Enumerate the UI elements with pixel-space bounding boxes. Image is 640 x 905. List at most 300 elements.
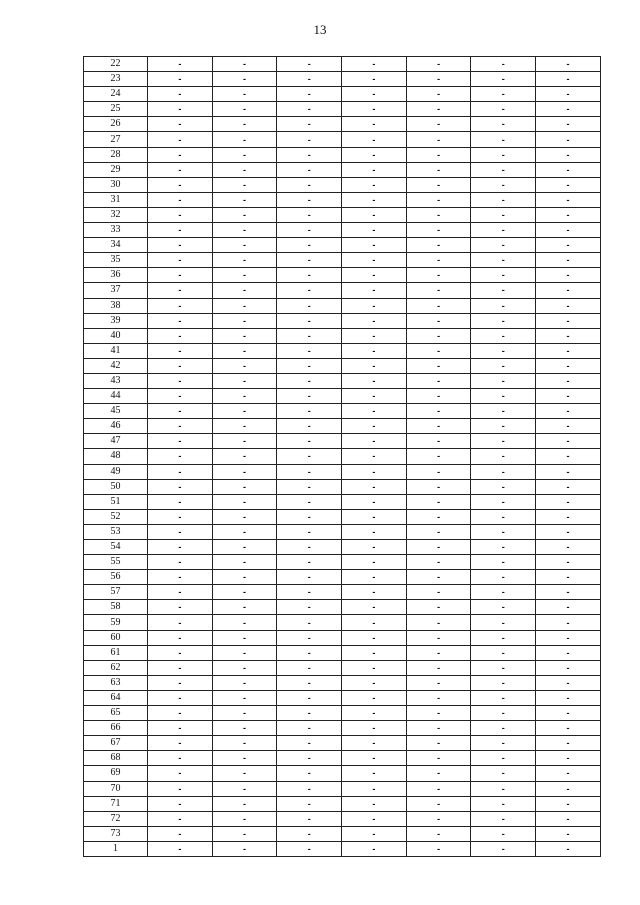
row-number: 65 (84, 706, 148, 721)
table-cell-col-3: - (277, 419, 342, 434)
table-cell-col-5: - (406, 721, 471, 736)
table-cell-col-5: - (406, 313, 471, 328)
table-cell-col-3: - (277, 524, 342, 539)
table-cell-col-3: - (277, 404, 342, 419)
table-cell-col-4: - (342, 781, 407, 796)
table-cell-col-3: - (277, 630, 342, 645)
row-number: 50 (84, 479, 148, 494)
table-cell-col-3: - (277, 268, 342, 283)
table-row (84, 313, 601, 328)
table-cell-col-3: - (277, 766, 342, 781)
table-cell-col-4: - (342, 524, 407, 539)
table-cell-col-2: - (212, 419, 277, 434)
row-number: 56 (84, 570, 148, 585)
table-cell-col-4: - (342, 600, 407, 615)
table-cell-col-1: - (148, 313, 213, 328)
table-cell-col-6: - (471, 826, 536, 841)
table-row (84, 177, 601, 192)
table-cell-col-5: - (406, 343, 471, 358)
table-cell-col-7: - (536, 223, 601, 238)
table-cell-col-6: - (471, 132, 536, 147)
table-cell-col-4: - (342, 706, 407, 721)
table-cell-col-7: - (536, 57, 601, 72)
row-number: 39 (84, 313, 148, 328)
table-cell-col-6: - (471, 540, 536, 555)
table-row (84, 751, 601, 766)
table-row (84, 132, 601, 147)
table-cell-col-4: - (342, 615, 407, 630)
table-row (84, 690, 601, 705)
table-cell-col-7: - (536, 389, 601, 404)
table-cell-col-7: - (536, 298, 601, 313)
results-table (83, 56, 601, 857)
table-cell-col-3: - (277, 434, 342, 449)
table-row (84, 72, 601, 87)
table-cell-col-7: - (536, 524, 601, 539)
row-number: 62 (84, 660, 148, 675)
table-cell-col-3: - (277, 132, 342, 147)
table-cell-col-3: - (277, 298, 342, 313)
table-cell-col-3: - (277, 177, 342, 192)
table-cell-col-2: - (212, 494, 277, 509)
table-cell-col-4: - (342, 147, 407, 162)
table-cell-col-7: - (536, 615, 601, 630)
table-cell-col-4: - (342, 389, 407, 404)
table-cell-col-4: - (342, 434, 407, 449)
table-cell-col-4: - (342, 343, 407, 358)
table-cell-col-6: - (471, 766, 536, 781)
table-cell-col-2: - (212, 207, 277, 222)
table-cell-col-6: - (471, 343, 536, 358)
table-row (84, 630, 601, 645)
table-cell-col-7: - (536, 87, 601, 102)
table-cell-col-1: - (148, 223, 213, 238)
table-cell-col-5: - (406, 434, 471, 449)
table-cell-col-2: - (212, 841, 277, 856)
table-cell-col-2: - (212, 751, 277, 766)
table-cell-col-4: - (342, 268, 407, 283)
table-cell-col-2: - (212, 660, 277, 675)
table-cell-col-4: - (342, 509, 407, 524)
table-cell-col-5: - (406, 102, 471, 117)
table-cell-col-2: - (212, 690, 277, 705)
table-cell-col-6: - (471, 675, 536, 690)
table-cell-col-4: - (342, 766, 407, 781)
table-cell-col-2: - (212, 630, 277, 645)
table-cell-col-1: - (148, 328, 213, 343)
table-cell-col-4: - (342, 721, 407, 736)
table-cell-col-3: - (277, 223, 342, 238)
table-cell-col-2: - (212, 766, 277, 781)
table-cell-col-7: - (536, 404, 601, 419)
table-cell-col-1: - (148, 494, 213, 509)
table-cell-col-6: - (471, 404, 536, 419)
table-cell-col-3: - (277, 585, 342, 600)
table-cell-col-7: - (536, 540, 601, 555)
table-row (84, 328, 601, 343)
table-cell-col-7: - (536, 555, 601, 570)
table-cell-col-5: - (406, 87, 471, 102)
table-cell-col-6: - (471, 600, 536, 615)
row-number: 34 (84, 238, 148, 253)
table-cell-col-3: - (277, 706, 342, 721)
table-cell-col-1: - (148, 87, 213, 102)
table-cell-col-3: - (277, 841, 342, 856)
row-number: 43 (84, 373, 148, 388)
table-cell-col-3: - (277, 675, 342, 690)
page-number: 13 (313, 22, 327, 37)
table-cell-col-3: - (277, 72, 342, 87)
table-cell-col-1: - (148, 72, 213, 87)
row-number: 45 (84, 404, 148, 419)
table-cell-col-1: - (148, 102, 213, 117)
table-row (84, 419, 601, 434)
table-cell-col-6: - (471, 358, 536, 373)
table-row (84, 102, 601, 117)
table-cell-col-6: - (471, 162, 536, 177)
table-cell-col-7: - (536, 117, 601, 132)
table-row (84, 223, 601, 238)
table-cell-col-2: - (212, 87, 277, 102)
table-cell-col-1: - (148, 781, 213, 796)
table-cell-col-3: - (277, 690, 342, 705)
table-cell-col-1: - (148, 177, 213, 192)
row-number: 26 (84, 117, 148, 132)
table-cell-col-5: - (406, 283, 471, 298)
table-cell-col-3: - (277, 826, 342, 841)
table-cell-col-1: - (148, 796, 213, 811)
table-cell-col-2: - (212, 449, 277, 464)
table-cell-col-6: - (471, 690, 536, 705)
table-cell-col-6: - (471, 585, 536, 600)
table-cell-col-3: - (277, 645, 342, 660)
table-cell-col-6: - (471, 373, 536, 388)
table-row (84, 343, 601, 358)
table-cell-col-1: - (148, 404, 213, 419)
table-cell-col-6: - (471, 102, 536, 117)
table-cell-col-6: - (471, 117, 536, 132)
table-row (84, 509, 601, 524)
table-cell-col-2: - (212, 645, 277, 660)
table-cell-col-4: - (342, 690, 407, 705)
table-cell-col-3: - (277, 600, 342, 615)
table-cell-col-4: - (342, 57, 407, 72)
table-cell-col-4: - (342, 585, 407, 600)
table-cell-col-1: - (148, 479, 213, 494)
table-cell-col-5: - (406, 706, 471, 721)
table-cell-col-3: - (277, 736, 342, 751)
row-number: 33 (84, 223, 148, 238)
table-cell-col-4: - (342, 132, 407, 147)
table-cell-col-3: - (277, 494, 342, 509)
table-row (84, 117, 601, 132)
table-cell-col-5: - (406, 253, 471, 268)
table-row (84, 721, 601, 736)
table-cell-col-4: - (342, 841, 407, 856)
row-number: 42 (84, 358, 148, 373)
table-cell-col-2: - (212, 600, 277, 615)
table-cell-col-7: - (536, 464, 601, 479)
table-cell-col-4: - (342, 192, 407, 207)
row-number: 47 (84, 434, 148, 449)
row-number: 29 (84, 162, 148, 177)
row-number: 27 (84, 132, 148, 147)
row-number: 59 (84, 615, 148, 630)
table-cell-col-1: - (148, 192, 213, 207)
table-cell-col-7: - (536, 268, 601, 283)
row-number: 58 (84, 600, 148, 615)
table-cell-col-2: - (212, 675, 277, 690)
table-cell-col-4: - (342, 207, 407, 222)
table-cell-col-6: - (471, 524, 536, 539)
table-cell-col-6: - (471, 781, 536, 796)
row-number: 48 (84, 449, 148, 464)
table-cell-col-7: - (536, 238, 601, 253)
table-cell-col-5: - (406, 690, 471, 705)
table-cell-col-7: - (536, 192, 601, 207)
row-number: 40 (84, 328, 148, 343)
table-cell-col-3: - (277, 358, 342, 373)
table-cell-col-5: - (406, 570, 471, 585)
table-cell-col-6: - (471, 721, 536, 736)
table-row (84, 298, 601, 313)
table-cell-col-6: - (471, 238, 536, 253)
table-cell-col-6: - (471, 494, 536, 509)
table-cell-col-1: - (148, 389, 213, 404)
table-cell-col-7: - (536, 690, 601, 705)
row-number: 37 (84, 283, 148, 298)
table-cell-col-3: - (277, 328, 342, 343)
table-cell-col-4: - (342, 102, 407, 117)
table-cell-col-2: - (212, 102, 277, 117)
table-cell-col-1: - (148, 162, 213, 177)
table-cell-col-6: - (471, 192, 536, 207)
table-row (84, 57, 601, 72)
row-number: 23 (84, 72, 148, 87)
row-number: 60 (84, 630, 148, 645)
table-cell-col-2: - (212, 796, 277, 811)
table-body (84, 57, 601, 857)
table-cell-col-6: - (471, 253, 536, 268)
table-cell-col-5: - (406, 223, 471, 238)
table-cell-col-7: - (536, 766, 601, 781)
table-cell-col-4: - (342, 223, 407, 238)
table-cell-col-6: - (471, 298, 536, 313)
table-row (84, 570, 601, 585)
table-row (84, 796, 601, 811)
table-row (84, 645, 601, 660)
table-cell-col-3: - (277, 615, 342, 630)
row-number: 35 (84, 253, 148, 268)
table-cell-col-5: - (406, 841, 471, 856)
table-cell-col-7: - (536, 102, 601, 117)
table-cell-col-1: - (148, 419, 213, 434)
table-cell-col-2: - (212, 811, 277, 826)
table-cell-col-2: - (212, 132, 277, 147)
row-number: 51 (84, 494, 148, 509)
table-cell-col-7: - (536, 570, 601, 585)
table-cell-col-3: - (277, 283, 342, 298)
table-cell-col-2: - (212, 298, 277, 313)
table-row (84, 479, 601, 494)
table-cell-col-3: - (277, 162, 342, 177)
table-cell-col-2: - (212, 358, 277, 373)
table-cell-col-7: - (536, 147, 601, 162)
table-cell-col-4: - (342, 358, 407, 373)
table-cell-col-5: - (406, 57, 471, 72)
table-cell-col-5: - (406, 449, 471, 464)
table-cell-col-3: - (277, 570, 342, 585)
table-cell-col-2: - (212, 72, 277, 87)
row-number: 54 (84, 540, 148, 555)
row-number: 73 (84, 826, 148, 841)
row-number: 68 (84, 751, 148, 766)
table-row (84, 766, 601, 781)
table-cell-col-4: - (342, 283, 407, 298)
table-cell-col-7: - (536, 313, 601, 328)
table-cell-col-4: - (342, 238, 407, 253)
table-cell-col-7: - (536, 721, 601, 736)
table-cell-col-5: - (406, 494, 471, 509)
table-cell-col-5: - (406, 736, 471, 751)
table-cell-col-7: - (536, 328, 601, 343)
table-cell-col-7: - (536, 509, 601, 524)
table-row (84, 524, 601, 539)
table-cell-col-1: - (148, 660, 213, 675)
table-cell-col-6: - (471, 147, 536, 162)
table-row (84, 555, 601, 570)
table-cell-col-5: - (406, 796, 471, 811)
table-cell-col-1: - (148, 600, 213, 615)
table-cell-col-3: - (277, 253, 342, 268)
table-cell-col-1: - (148, 434, 213, 449)
table-cell-col-5: - (406, 751, 471, 766)
table-cell-col-3: - (277, 449, 342, 464)
table-row (84, 192, 601, 207)
table-cell-col-3: - (277, 811, 342, 826)
table-row (84, 464, 601, 479)
row-number: 41 (84, 343, 148, 358)
table-cell-col-2: - (212, 192, 277, 207)
table-cell-col-4: - (342, 117, 407, 132)
table-cell-col-5: - (406, 177, 471, 192)
table-cell-col-5: - (406, 781, 471, 796)
table-cell-col-1: - (148, 721, 213, 736)
row-number: 70 (84, 781, 148, 796)
table-cell-col-6: - (471, 841, 536, 856)
table-cell-col-5: - (406, 132, 471, 147)
table-cell-col-4: - (342, 328, 407, 343)
table-cell-col-2: - (212, 389, 277, 404)
table-cell-col-7: - (536, 796, 601, 811)
table-cell-col-1: - (148, 268, 213, 283)
table-cell-col-4: - (342, 675, 407, 690)
table-cell-col-4: - (342, 162, 407, 177)
table-cell-col-4: - (342, 826, 407, 841)
table-cell-col-7: - (536, 253, 601, 268)
table-cell-col-7: - (536, 72, 601, 87)
table-cell-col-3: - (277, 192, 342, 207)
row-number: 25 (84, 102, 148, 117)
table-cell-col-5: - (406, 615, 471, 630)
table-cell-col-7: - (536, 449, 601, 464)
table-cell-col-5: - (406, 524, 471, 539)
row-number: 31 (84, 192, 148, 207)
table-cell-col-2: - (212, 283, 277, 298)
row-number: 67 (84, 736, 148, 751)
table-cell-col-3: - (277, 796, 342, 811)
table-cell-col-3: - (277, 207, 342, 222)
table-cell-col-1: - (148, 540, 213, 555)
table-cell-col-4: - (342, 540, 407, 555)
table-cell-col-2: - (212, 253, 277, 268)
table-cell-col-4: - (342, 449, 407, 464)
table-row (84, 826, 601, 841)
table-cell-col-7: - (536, 419, 601, 434)
table-cell-col-1: - (148, 690, 213, 705)
table-cell-col-5: - (406, 404, 471, 419)
table-cell-col-2: - (212, 223, 277, 238)
table-cell-col-6: - (471, 751, 536, 766)
table-cell-col-6: - (471, 177, 536, 192)
table-cell-col-6: - (471, 72, 536, 87)
table-cell-col-7: - (536, 781, 601, 796)
table-cell-col-2: - (212, 736, 277, 751)
row-number: 49 (84, 464, 148, 479)
table-cell-col-1: - (148, 358, 213, 373)
table-cell-col-7: - (536, 675, 601, 690)
table-cell-col-1: - (148, 117, 213, 132)
table-cell-col-4: - (342, 479, 407, 494)
table-row (84, 706, 601, 721)
table-cell-col-3: - (277, 373, 342, 388)
table-cell-col-1: - (148, 298, 213, 313)
table-cell-col-4: - (342, 72, 407, 87)
table-cell-col-1: - (148, 524, 213, 539)
table-row (84, 540, 601, 555)
table-cell-col-2: - (212, 117, 277, 132)
table-cell-col-5: - (406, 419, 471, 434)
table-cell-col-1: - (148, 706, 213, 721)
table-cell-col-5: - (406, 555, 471, 570)
table-cell-col-6: - (471, 570, 536, 585)
row-number: 61 (84, 645, 148, 660)
table-cell-col-7: - (536, 841, 601, 856)
table-cell-col-4: - (342, 373, 407, 388)
table-row (84, 615, 601, 630)
row-number: 55 (84, 555, 148, 570)
table-cell-col-1: - (148, 585, 213, 600)
table-cell-col-3: - (277, 313, 342, 328)
table-cell-col-2: - (212, 781, 277, 796)
table-cell-col-5: - (406, 117, 471, 132)
table-cell-col-5: - (406, 358, 471, 373)
table-row (84, 675, 601, 690)
table-cell-col-2: - (212, 540, 277, 555)
table-cell-col-7: - (536, 706, 601, 721)
table-cell-col-7: - (536, 585, 601, 600)
table-cell-col-1: - (148, 343, 213, 358)
table-cell-col-2: - (212, 57, 277, 72)
row-number: 69 (84, 766, 148, 781)
table-row (84, 253, 601, 268)
row-number: 1 (84, 841, 148, 856)
row-number: 28 (84, 147, 148, 162)
table-cell-col-6: - (471, 706, 536, 721)
table-cell-col-7: - (536, 283, 601, 298)
table-cell-col-7: - (536, 645, 601, 660)
table-cell-col-5: - (406, 147, 471, 162)
